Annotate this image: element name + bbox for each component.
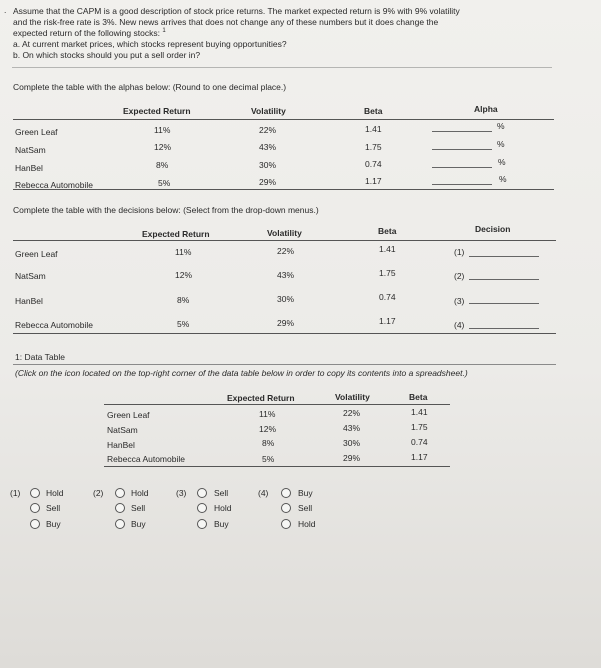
dt-beta: 1.17 (411, 452, 428, 462)
dt-header-volatility: Volatility (335, 392, 370, 402)
radio-3-hold[interactable] (197, 503, 207, 513)
alpha-input-rebecca-automobile[interactable] (432, 184, 492, 185)
option-label: Hold (214, 503, 232, 513)
dt-vol: 22% (343, 408, 361, 418)
dt-header-expected-return: Expected Return (227, 393, 295, 403)
question-b: b. On which stocks should you put a sell order in? (13, 50, 201, 60)
datatable-title-rule (13, 364, 556, 365)
t2-vol: 22% (277, 246, 295, 256)
t2-row-name: HanBel (15, 296, 43, 306)
option-label: Sell (298, 503, 313, 513)
option-label: Sell (131, 503, 146, 513)
table2-instruction: Complete the table with the decisions below: (Select from the drop-down menus.) (13, 205, 319, 215)
decision-dropdown-hanbel[interactable] (469, 303, 539, 304)
alpha-input-hanbel[interactable] (432, 167, 492, 168)
t2-er: 8% (177, 295, 190, 305)
radio-1-hold[interactable] (30, 488, 40, 498)
intro-line-1: Assume that the CAPM is a good description of stock price returns. The market expected return is 9% with 9% volatility (13, 6, 460, 16)
decision-label: (4) (454, 320, 465, 330)
radio-2-buy[interactable] (115, 519, 125, 529)
option-label: Sell (46, 503, 61, 513)
t1-pct: % (499, 174, 507, 184)
choice-group-label-2: (2) (93, 488, 104, 498)
radio-1-sell[interactable] (30, 503, 40, 513)
table1-instruction: Complete the table with the alphas below: (Round to one decimal place.) (13, 82, 287, 92)
t2-er: 12% (175, 270, 193, 280)
t2-beta: 1.75 (379, 268, 396, 278)
t1-header-expected-return: Expected Return (123, 106, 191, 116)
dt-beta: 0.74 (411, 437, 428, 447)
t2-er: 5% (177, 319, 190, 329)
t2-vol: 30% (277, 294, 295, 304)
t1-header-rule (13, 119, 554, 120)
dt-vol: 43% (343, 423, 361, 433)
t2-er: 11% (175, 247, 192, 257)
t2-beta: 1.41 (379, 244, 396, 254)
question-a: a. At current market prices, which stocks represent buying opportunities? (13, 39, 287, 49)
t2-header-rule (13, 240, 556, 241)
dt-er: 5% (262, 454, 275, 464)
radio-4-hold[interactable] (281, 519, 291, 529)
radio-3-sell[interactable] (197, 488, 207, 498)
t2-vol: 43% (277, 270, 295, 280)
t1-beta: 1.75 (365, 142, 382, 152)
dt-vol: 30% (343, 438, 361, 448)
t1-vol: 43% (259, 142, 277, 152)
t1-beta: 1.17 (365, 176, 382, 186)
t2-vol: 29% (277, 318, 295, 328)
t1-header-volatility: Volatility (251, 106, 286, 116)
intro-line-3: expected return of the following stocks: $^1$ (13, 28, 166, 38)
dt-header-rule (104, 404, 450, 405)
t2-header-volatility: Volatility (267, 228, 302, 238)
t2-bottom-rule (13, 333, 556, 334)
option-label: Buy (46, 519, 61, 529)
dt-row-name: Green Leaf (107, 410, 150, 420)
radio-1-buy[interactable] (30, 519, 40, 529)
t1-beta: 0.74 (365, 159, 382, 169)
t1-row-name: NatSam (15, 145, 46, 155)
datatable-title: 1: Data Table (15, 352, 65, 362)
radio-2-sell[interactable] (115, 503, 125, 513)
dt-row-name: NatSam (107, 425, 138, 435)
t2-header-expected-return: Expected Return (142, 229, 210, 239)
t1-header-beta: Beta (364, 106, 383, 116)
option-label: Hold (298, 519, 316, 529)
dt-row-name: HanBel (107, 440, 135, 450)
datatable-instruction: (Click on the icon located on the top-right corner of the data table below in order to copy its contents into a spreadsheet.) (15, 368, 468, 378)
option-label: Sell (214, 488, 229, 498)
dt-vol: 29% (343, 453, 361, 463)
decision-dropdown-rebecca-automobile[interactable] (469, 328, 539, 329)
dt-er: 8% (262, 438, 275, 448)
decision-dropdown-green-leaf[interactable] (469, 256, 539, 257)
t2-header-beta: Beta (378, 226, 397, 236)
t2-row-name: Rebecca Automobile (15, 320, 93, 330)
decision-label: (2) (454, 271, 465, 281)
option-label: Buy (131, 519, 146, 529)
option-label: Hold (131, 488, 149, 498)
t1-vol: 29% (259, 177, 277, 187)
t1-er: 11% (154, 125, 171, 135)
option-label: Hold (46, 488, 64, 498)
radio-4-sell[interactable] (281, 503, 291, 513)
t2-beta: 0.74 (379, 292, 396, 302)
dt-er: 11% (259, 409, 276, 419)
t1-er: 5% (158, 178, 171, 188)
t1-row-name: Green Leaf (15, 127, 58, 137)
dt-bottom-rule (104, 466, 450, 467)
decision-label: (3) (454, 296, 465, 306)
choice-group-label-3: (3) (176, 488, 187, 498)
t1-vol: 22% (259, 125, 277, 135)
divider (12, 67, 552, 68)
alpha-input-natsam[interactable] (432, 149, 492, 150)
t1-row-name: HanBel (15, 163, 43, 173)
t2-row-name: Green Leaf (15, 249, 58, 259)
dt-row-name: Rebecca Automobile (107, 454, 185, 464)
option-label: Buy (298, 488, 313, 498)
question-bullet: . (4, 5, 7, 15)
option-label: Buy (214, 519, 229, 529)
t1-bottom-rule (13, 189, 554, 190)
t1-row-name: Rebecca Automobile (15, 180, 93, 190)
choice-group-label-1: (1) (10, 488, 21, 498)
t1-beta: 1.41 (365, 124, 382, 134)
radio-3-buy[interactable] (197, 519, 207, 529)
t1-pct: % (497, 121, 505, 131)
alpha-input-green-leaf[interactable] (432, 131, 492, 132)
t2-header-decision: Decision (475, 224, 511, 234)
t1-er: 12% (154, 142, 172, 152)
dt-er: 12% (259, 424, 277, 434)
t1-er: 8% (156, 160, 169, 170)
t1-pct: % (498, 157, 506, 167)
t1-header-alpha: Alpha (474, 104, 498, 114)
t1-pct: % (497, 139, 505, 149)
choice-group-label-4: (4) (258, 488, 269, 498)
dt-beta: 1.75 (411, 422, 428, 432)
radio-2-hold[interactable] (115, 488, 125, 498)
t2-row-name: NatSam (15, 271, 46, 281)
footnote-link[interactable]: 1 (162, 28, 166, 35)
intro-line-2: and the risk-free rate is 3%. New news arrives that does not change any of these numbers but it does change the (13, 17, 439, 27)
t1-vol: 30% (259, 160, 277, 170)
dt-header-beta: Beta (409, 392, 428, 402)
decision-label: (1) (454, 247, 465, 257)
decision-dropdown-natsam[interactable] (469, 279, 539, 280)
t2-beta: 1.17 (379, 316, 396, 326)
radio-4-buy[interactable] (281, 488, 291, 498)
dt-beta: 1.41 (411, 407, 428, 417)
